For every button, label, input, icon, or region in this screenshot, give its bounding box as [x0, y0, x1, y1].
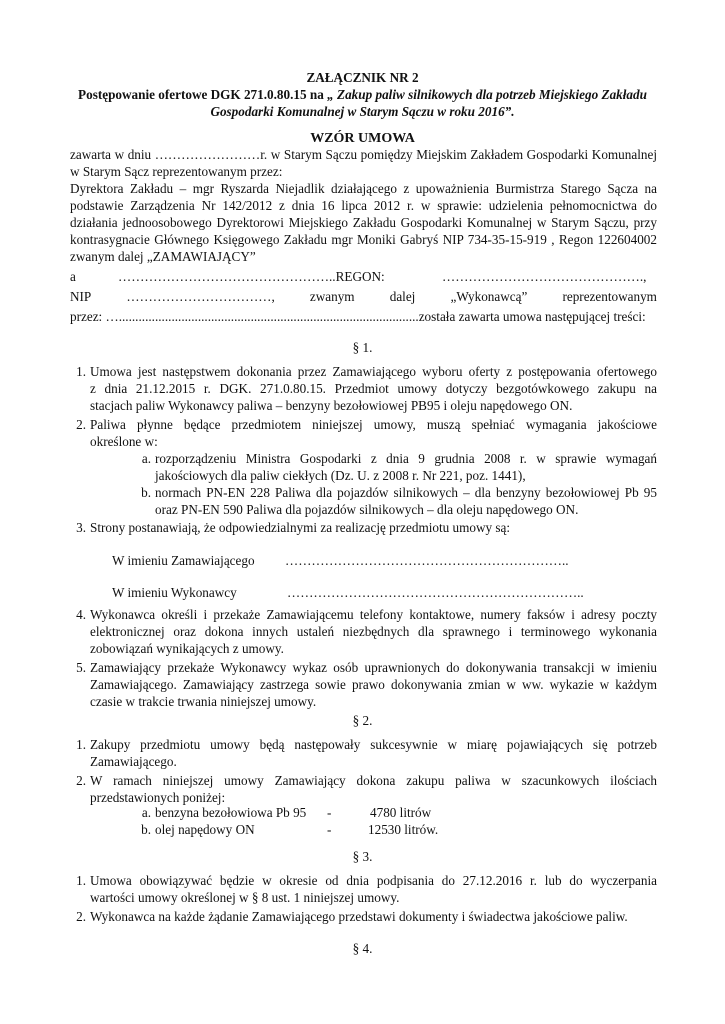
s1-point-2-number: 2. [76, 417, 86, 432]
s3-point-1 [76, 872, 657, 906]
intro-line-4: podstawie Zarządzenia Nr 142/2012 z dnia 16 lipca 2012 r. w sprawie: udzielenia pełnomocnictwa do [70, 198, 657, 213]
row-a-label: a [70, 269, 76, 284]
s1-point-5-line-2: Zamawiającego. Zamawiający zastrzega sowie prawo dokonywania zmian w ww. wykazie w każdym [90, 677, 657, 692]
s1-point-2a-label: a. [141, 451, 151, 466]
contractor-przez-row: przez: …...........................................................................................została zawarta umowa następującej treści: [70, 309, 646, 324]
s1-point-4 [76, 606, 657, 657]
s1-point-3-text: Strony postanawiają, że odpowiedzialnymi za realizację przedmiotu umowy są: [90, 520, 511, 535]
rep-wykonawca-label: W imieniu Wykonawcy [112, 585, 237, 600]
rep-zamawiajacy-dots: ……………………………………………………….. [285, 553, 569, 568]
s2-point-2-number: 2. [76, 773, 86, 788]
s1-point-2-line-2: określone w: [90, 434, 158, 449]
s1-point-4-line-3: zobowiązań wynikających z umowy. [90, 641, 284, 656]
s1-point-2-line-1: Paliwa płynne będące przedmiotem niniejszej umowy, muszą spełniać wymagania jakościowe [90, 417, 657, 432]
s1-point-1-line-1: Umowa jest następstwem dokonania przez Zamawiającego wyboru oferty z postępowania ofertowego [90, 364, 657, 379]
s1-point-1-number: 1. [76, 364, 86, 379]
s3-point-1-line-2: wartości umowy określonej w § 8 ust. 1 niniejszej umowy. [90, 890, 400, 905]
intro-line-5: działania jednoosobowego Dyrektorowi Miejskiego Zakładu Gospodarki Komunalnej w Starym Sączu, przy [70, 215, 657, 230]
s2-point-1 [76, 736, 657, 770]
s2-point-2-line-1: W ramach niniejszej umowy Zamawiający dokona zakupu paliwa w szacunkowych ilościach [90, 773, 657, 788]
nip-word-zwanym: zwanym [309, 289, 355, 304]
s3-point-1-line-1: Umowa obowiązywać będzie w okresie od dnia podpisania do 27.12.2016 r. lub do wyczerpania [90, 873, 657, 888]
s3-point-2 [76, 908, 657, 925]
s1-point-2b-line-1: normach PN-EN 228 Paliwa dla pojazdów silnikowych – dla benzyny bezołowiowej Pb 95 [155, 485, 657, 500]
s2-point-1-number: 1. [76, 737, 86, 752]
intro-line-6: kontrasygnacie Głównego Księgowego Zakładu mgr Moniki Gabryś NIP 734-35-15-919 , Regon 122604002 [70, 232, 657, 247]
s2-point-1-line-2: Zamawiającego. [90, 754, 177, 769]
procedure-subject-1: „ Zakup paliw silnikowych dla potrzeb Miejskiego Zakładu [327, 87, 647, 102]
s1-point-1 [76, 363, 657, 414]
s1-point-5 [76, 659, 657, 710]
nip-dots: ……………………………, [126, 289, 275, 304]
s2-point-2 [76, 772, 657, 806]
row-a-dots: ………………………………………., [442, 269, 647, 284]
section-1-heading: § 1. [352, 340, 373, 355]
s2-point-2-line-2: przedstawionych poniżej: [90, 790, 226, 805]
section-4-heading: § 4. [352, 941, 373, 956]
s2-point-1-line-1: Zakupy przedmiotu umowy będą następowały sukcesywnie w miarę pojawiających się potrzeb [90, 737, 657, 752]
s1-point-2a-line-1: rozporządzeniu Ministra Gospodarki z dnia 9 grudnia 2008 r. w sprawie wymagań [155, 451, 657, 466]
nip-word-reprezentowanym: reprezentowanym [562, 289, 657, 304]
attachment-title: ZAŁĄCZNIK NR 2 [306, 70, 419, 85]
procedure-line-1 [60, 86, 665, 103]
s1-point-3 [76, 519, 657, 536]
section-2-heading: § 2. [352, 713, 373, 728]
fuel-petrol-label: a. [141, 805, 151, 820]
s1-point-1-line-3: stacjach paliw Wykonawcy paliwa – benzyny bezołowiowej PB95 i oleju napędowego ON. [90, 398, 573, 413]
s1-point-2 [76, 416, 657, 450]
intro-line-3: Dyrektora Zakładu – mgr Ryszarda Niejadlik działającego z upoważnienia Burmistrza Starego Sącza na [70, 181, 657, 196]
fuel-diesel-amount: 12530 litrów. [368, 822, 439, 837]
s3-point-2-number: 2. [76, 909, 86, 924]
fuel-petrol-amount: 4780 litrów [370, 805, 432, 820]
rep-zamawiajacy-label: W imieniu Zamawiającego [112, 553, 255, 568]
fuel-petrol-name: benzyna bezołowiowa Pb 95 [155, 805, 307, 820]
s1-point-1-line-2: z dnia 21.12.2015 r. DGK. 271.0.80.15. Przedmiot umowy dotyczy bezgotówkowego zakupu na [90, 381, 657, 396]
procedure-line-2: Gospodarki Komunalnej w Starym Sączu w roku 2016”. [210, 104, 515, 119]
nip-label: NIP [70, 289, 92, 304]
s3-point-2-text: Wykonawca na każde żądanie Zamawiającego przedstawi dokumenty i świadectwa jakościowe paliw. [90, 909, 628, 924]
procedure-prefix: Postępowanie ofertowe DGK 271.0.80.15 na [78, 87, 328, 102]
s1-point-2b-line-2: oraz PN-EN 590 Paliwa dla pojazdów silnikowych – dla oleju napędowego ON. [155, 502, 579, 517]
nip-word-wykonawca: „Wykonawcą” [450, 289, 528, 304]
s1-point-5-line-1: Zamawiający przekaże Wykonawcy wykaz osób uprawnionych do dokonywania transakcji w imieniu [90, 660, 657, 675]
s1-point-2a-line-2: jakościowych dla paliw ciekłych (Dz. U. z 2008 r. Nr 221, poz. 1441), [155, 468, 526, 483]
section-3-heading: § 3. [352, 849, 373, 864]
s3-point-1-number: 1. [76, 873, 86, 888]
s1-point-4-number: 4. [76, 607, 86, 622]
s1-point-4-line-1: Wykonawca określi i przekaże Zamawiającemu telefony kontaktowe, numery faksów i adresy poczty [90, 607, 657, 622]
fuel-diesel-name: olej napędowy ON [155, 822, 255, 837]
nip-word-dalej: dalej [389, 289, 416, 304]
row-a-regon: …………………………………………..REGON: [118, 269, 385, 284]
rep-wykonawca-dots: ………………………………………………………….. [287, 585, 584, 600]
s1-point-2a [141, 450, 657, 484]
fuel-diesel-label: b. [141, 822, 151, 837]
s1-point-5-number: 5. [76, 660, 86, 675]
fuel-diesel-dash: - [327, 822, 332, 837]
intro-line-1: zawarta w dniu ……………………r. w Starym Sączu pomiędzy Miejskim Zakładem Gospodarki Komunalnej [70, 147, 657, 162]
s1-point-2b-label: b. [141, 485, 151, 500]
contractor-nip-row [70, 288, 657, 305]
s1-point-3-number: 3. [76, 520, 86, 535]
document-title: WZÓR UMOWA [310, 131, 415, 146]
intro-line-7: zwanym dalej „ZAMAWIAJĄCY” [70, 249, 256, 264]
s1-point-5-line-3: czasie w trakcie trwania niniejszej umowy. [90, 694, 317, 709]
s1-point-2b [141, 484, 657, 518]
s1-point-4-line-2: elektronicznej oraz dokona innych ustaleń niezbędnych dla sprawnego i terminowego wykonania [90, 624, 657, 639]
intro-line-2: w Starym Sącz reprezentowanym przez: [70, 164, 283, 179]
fuel-petrol-dash: - [327, 805, 332, 820]
